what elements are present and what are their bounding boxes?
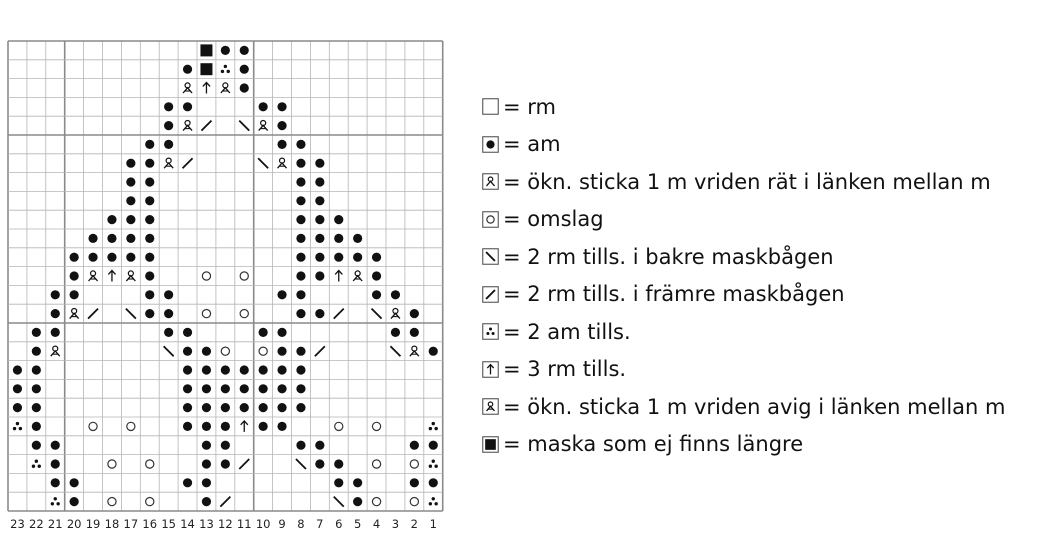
yarn-over-mark xyxy=(240,272,248,280)
purl-dot xyxy=(353,253,362,262)
legend-label: = 2 rm tills. i bakre maskbågen xyxy=(503,244,834,269)
column-number: 18 xyxy=(104,517,120,531)
purl-dot xyxy=(164,328,173,337)
purl-dot xyxy=(221,459,230,468)
purl-dot xyxy=(315,177,324,186)
three-dots-icon xyxy=(482,323,499,340)
yarn-over-mark xyxy=(335,422,343,430)
purl-dot xyxy=(372,253,381,262)
increase-purl-mark xyxy=(70,309,79,319)
column-number: 8 xyxy=(297,517,305,531)
legend-label: = 2 am tills. xyxy=(503,319,631,344)
legend-item-inc-knit xyxy=(482,163,1005,201)
purl-dot xyxy=(70,271,79,280)
purl-dot xyxy=(353,497,362,506)
yarn-over-mark xyxy=(108,498,116,506)
purl-dot xyxy=(126,177,135,186)
purl-dot xyxy=(126,215,135,224)
filled-square-icon xyxy=(482,436,499,453)
purl-dot xyxy=(51,290,60,299)
purl-dot xyxy=(315,215,324,224)
column-number: 19 xyxy=(85,517,101,531)
purl-dot xyxy=(296,196,305,205)
purl-dot xyxy=(32,441,41,450)
up-arrow-icon xyxy=(482,361,499,378)
purl-dot xyxy=(353,234,362,243)
legend-item-k3tog xyxy=(482,351,1005,389)
yarn-over-mark xyxy=(410,498,418,506)
purl-dot xyxy=(145,140,154,149)
purl-dot xyxy=(277,384,286,393)
purl-dot xyxy=(334,234,343,243)
purl-dot xyxy=(221,46,230,55)
purl-dot xyxy=(202,384,211,393)
dot-icon xyxy=(482,136,499,153)
purl-dot xyxy=(32,328,41,337)
purl-dot xyxy=(296,309,305,318)
purl-dot xyxy=(240,403,249,412)
purl-dot xyxy=(70,253,79,262)
purl-dot xyxy=(51,328,60,337)
legend-item-k2tog-back xyxy=(482,238,1005,276)
purl-dot xyxy=(145,177,154,186)
p2tog-mark xyxy=(429,422,438,430)
column-number: 7 xyxy=(316,517,324,531)
p2tog-mark xyxy=(32,460,41,468)
purl-dot xyxy=(334,459,343,468)
p2tog-mark xyxy=(429,460,438,468)
no-stitch-mark xyxy=(200,44,212,56)
column-number: 14 xyxy=(180,517,195,531)
legend-item-omslag xyxy=(482,201,1005,239)
increase-purl-mark xyxy=(391,309,400,319)
increase-purl-mark xyxy=(278,158,287,168)
purl-dot xyxy=(221,422,230,431)
column-number: 20 xyxy=(66,517,82,531)
column-number: 12 xyxy=(218,517,233,531)
purl-dot xyxy=(51,441,60,450)
purl-dot xyxy=(88,253,97,262)
column-number: 3 xyxy=(391,517,400,531)
k2tog-back-mark xyxy=(164,346,174,356)
legend-label: = 3 rm tills. xyxy=(503,357,627,382)
yarn-over-mark xyxy=(259,347,267,355)
purl-dot xyxy=(486,140,494,148)
purl-dot xyxy=(202,441,211,450)
purl-dot xyxy=(296,441,305,450)
chart-symbols xyxy=(13,44,438,506)
purl-dot xyxy=(410,328,419,337)
purl-dot xyxy=(32,347,41,356)
purl-dot xyxy=(145,215,154,224)
purl-dot xyxy=(240,46,249,55)
purl-dot xyxy=(259,365,268,374)
yarn-over-mark xyxy=(146,460,154,468)
legend-item-no-stitch xyxy=(482,426,1005,464)
increase-purl-mark xyxy=(183,83,192,93)
purl-dot xyxy=(296,384,305,393)
purl-dot xyxy=(296,403,305,412)
legend-label: = 2 rm tills. i främre maskbågen xyxy=(503,282,845,307)
increase-purl-mark xyxy=(89,271,98,281)
purl-dot xyxy=(145,234,154,243)
k2tog-back-mark xyxy=(296,459,306,469)
purl-dot xyxy=(32,422,41,431)
purl-dot xyxy=(202,347,211,356)
legend-label: = am xyxy=(503,132,561,157)
purl-dot xyxy=(315,459,324,468)
purl-dot xyxy=(126,159,135,168)
purl-dot xyxy=(202,478,211,487)
yarn-over-mark xyxy=(372,422,380,430)
p2tog-mark xyxy=(221,65,230,73)
purl-dot xyxy=(277,365,286,374)
column-number: 2 xyxy=(410,517,419,531)
purl-dot xyxy=(296,177,305,186)
k2tog-back-mark xyxy=(126,309,136,319)
purl-dot xyxy=(183,422,192,431)
purl-dot xyxy=(410,478,419,487)
k2tog-back-mark xyxy=(334,497,344,507)
purl-dot xyxy=(202,403,211,412)
k2tog-front-mark xyxy=(88,309,98,319)
purl-dot xyxy=(296,347,305,356)
purl-dot xyxy=(221,403,230,412)
yarn-over-mark xyxy=(89,422,97,430)
column-number: 11 xyxy=(236,517,252,531)
yarn-over-mark xyxy=(410,460,418,468)
legend-label: = maska som ej finns längre xyxy=(503,432,804,457)
purl-dot xyxy=(183,347,192,356)
purl-dot xyxy=(164,140,173,149)
purl-dot xyxy=(259,384,268,393)
left-slash-icon xyxy=(482,248,499,265)
purl-dot xyxy=(315,196,324,205)
legend-label: = ökn. sticka 1 m vriden avig i länken mellan m xyxy=(503,394,1006,419)
yarn-over-mark xyxy=(108,460,116,468)
purl-dot xyxy=(164,290,173,299)
purl-dot xyxy=(164,102,173,111)
column-number: 16 xyxy=(142,517,158,531)
k3tog-mark xyxy=(335,271,342,282)
no-stitch-mark xyxy=(485,439,496,450)
purl-dot xyxy=(372,271,381,280)
purl-dot xyxy=(183,102,192,111)
purl-dot xyxy=(296,365,305,374)
legend-label: = rm xyxy=(503,94,556,119)
increase-purl-mark xyxy=(259,121,268,131)
column-number: 4 xyxy=(372,517,381,531)
p2tog-mark xyxy=(429,497,438,505)
purl-dot xyxy=(353,478,362,487)
purl-dot xyxy=(32,384,41,393)
purl-dot xyxy=(107,253,116,262)
purl-dot xyxy=(315,271,324,280)
purl-dot xyxy=(240,384,249,393)
legend-item-k2tog-front xyxy=(482,276,1005,314)
purl-dot xyxy=(259,422,268,431)
purl-dot xyxy=(277,290,286,299)
purl-dot xyxy=(70,497,79,506)
purl-dot xyxy=(315,159,324,168)
purl-dot xyxy=(70,290,79,299)
purl-dot xyxy=(277,140,286,149)
empty-square-icon xyxy=(482,98,499,115)
purl-dot xyxy=(126,234,135,243)
purl-dot xyxy=(13,365,22,374)
purl-dot xyxy=(70,478,79,487)
purl-dot xyxy=(277,102,286,111)
purl-dot xyxy=(259,102,268,111)
legend-item-inc-purl xyxy=(482,388,1005,426)
purl-dot xyxy=(183,365,192,374)
purl-dot xyxy=(221,441,230,450)
purl-dot xyxy=(221,365,230,374)
knitting-chart xyxy=(0,0,460,556)
purl-dot xyxy=(259,328,268,337)
purl-dot xyxy=(410,441,419,450)
k2tog-front-mark xyxy=(183,158,193,168)
purl-dot xyxy=(164,121,173,130)
purl-dot xyxy=(202,365,211,374)
column-number: 10 xyxy=(255,517,271,531)
column-number: 6 xyxy=(335,517,343,531)
purl-dot xyxy=(13,403,22,412)
k2tog-back-mark xyxy=(372,309,382,319)
purl-dot xyxy=(296,271,305,280)
yarn-over-mark xyxy=(202,310,210,318)
purl-dot xyxy=(391,328,400,337)
column-number: 23 xyxy=(10,517,25,531)
purl-dot xyxy=(145,271,154,280)
purl-dot xyxy=(32,365,41,374)
purl-dot xyxy=(107,234,116,243)
symbol-legend xyxy=(482,88,1005,463)
purl-dot xyxy=(277,328,286,337)
k2tog-back-mark xyxy=(390,346,400,356)
p2tog-mark xyxy=(13,422,22,430)
purl-dot xyxy=(202,422,211,431)
yarn-over-mark xyxy=(202,272,210,280)
purl-dot xyxy=(221,384,230,393)
column-numbers xyxy=(10,517,437,531)
legend-label: = omslag xyxy=(503,207,604,232)
purl-dot xyxy=(334,478,343,487)
purl-dot xyxy=(429,478,438,487)
purl-dot xyxy=(391,290,400,299)
purl-dot xyxy=(296,290,305,299)
purl-dot xyxy=(296,140,305,149)
column-number: 21 xyxy=(47,517,63,531)
purl-dot xyxy=(315,309,324,318)
legend-item-p2tog xyxy=(482,313,1005,351)
increase-knit-icon xyxy=(482,173,499,190)
column-number: 1 xyxy=(429,517,437,531)
purl-dot xyxy=(277,422,286,431)
purl-dot xyxy=(51,309,60,318)
column-number: 15 xyxy=(161,517,176,531)
k3tog-mark xyxy=(108,271,115,282)
purl-dot xyxy=(183,65,192,74)
increase-purl-mark xyxy=(353,271,362,281)
purl-dot xyxy=(277,347,286,356)
purl-dot xyxy=(126,196,135,205)
purl-dot xyxy=(145,290,154,299)
legend-item-am xyxy=(482,126,1005,164)
purl-dot xyxy=(183,384,192,393)
purl-dot xyxy=(429,347,438,356)
k2tog-front-mark xyxy=(334,309,344,319)
purl-dot xyxy=(183,328,192,337)
yarn-over-mark xyxy=(240,310,248,318)
purl-dot xyxy=(296,234,305,243)
purl-dot xyxy=(145,309,154,318)
purl-dot xyxy=(315,441,324,450)
purl-dot xyxy=(277,121,286,130)
purl-dot xyxy=(240,65,249,74)
increase-purl-mark xyxy=(51,346,60,356)
column-number: 9 xyxy=(278,517,286,531)
purl-dot xyxy=(164,309,173,318)
purl-dot xyxy=(51,478,60,487)
legend-item-rm xyxy=(482,88,1005,126)
k2tog-back-mark xyxy=(258,158,268,168)
purl-dot xyxy=(126,253,135,262)
legend-label: = ökn. sticka 1 m vriden rät i länken mellan m xyxy=(503,169,991,194)
right-slash-icon xyxy=(482,286,499,303)
purl-dot xyxy=(183,478,192,487)
purl-dot xyxy=(240,83,249,92)
purl-dot xyxy=(296,253,305,262)
k2tog-front-mark xyxy=(201,121,211,131)
column-number: 17 xyxy=(123,517,139,531)
increase-purl-mark xyxy=(410,346,419,356)
k3tog-mark xyxy=(241,421,248,432)
purl-dot xyxy=(372,290,381,299)
increase-purl-mark xyxy=(126,271,135,281)
purl-dot xyxy=(202,459,211,468)
yarn-over-mark xyxy=(127,422,135,430)
yarn-over-mark xyxy=(221,347,229,355)
purl-dot xyxy=(51,459,60,468)
purl-dot xyxy=(296,159,305,168)
column-number: 13 xyxy=(199,517,214,531)
increase-purl-mark xyxy=(221,83,230,93)
yarn-over-icon xyxy=(482,211,499,228)
purl-dot xyxy=(145,196,154,205)
yarn-over-mark xyxy=(146,498,154,506)
purl-dot xyxy=(107,215,116,224)
purl-dot xyxy=(202,497,211,506)
increase-purl-mark xyxy=(164,158,173,168)
purl-dot xyxy=(410,309,419,318)
purl-dot xyxy=(315,234,324,243)
yarn-over-mark xyxy=(372,460,380,468)
k2tog-front-mark xyxy=(315,346,325,356)
column-number: 22 xyxy=(29,517,44,531)
p2tog-mark xyxy=(51,497,60,505)
increase-purl-mark xyxy=(183,121,192,131)
yarn-over-mark xyxy=(372,498,380,506)
purl-dot xyxy=(259,403,268,412)
k3tog-mark xyxy=(203,83,210,94)
purl-dot xyxy=(183,403,192,412)
purl-dot xyxy=(32,403,41,412)
k2tog-front-mark xyxy=(239,459,249,469)
purl-dot xyxy=(296,215,305,224)
k2tog-back-mark xyxy=(239,121,249,131)
purl-dot xyxy=(277,403,286,412)
purl-dot xyxy=(429,441,438,450)
purl-dot xyxy=(240,365,249,374)
purl-dot xyxy=(145,253,154,262)
no-stitch-mark xyxy=(200,63,212,75)
k2tog-front-mark xyxy=(220,497,230,507)
increase-purl-icon xyxy=(482,398,499,415)
purl-dot xyxy=(145,159,154,168)
purl-dot xyxy=(13,384,22,393)
column-number: 5 xyxy=(353,517,362,531)
purl-dot xyxy=(334,253,343,262)
purl-dot xyxy=(88,234,97,243)
purl-dot xyxy=(334,215,343,224)
purl-dot xyxy=(315,253,324,262)
